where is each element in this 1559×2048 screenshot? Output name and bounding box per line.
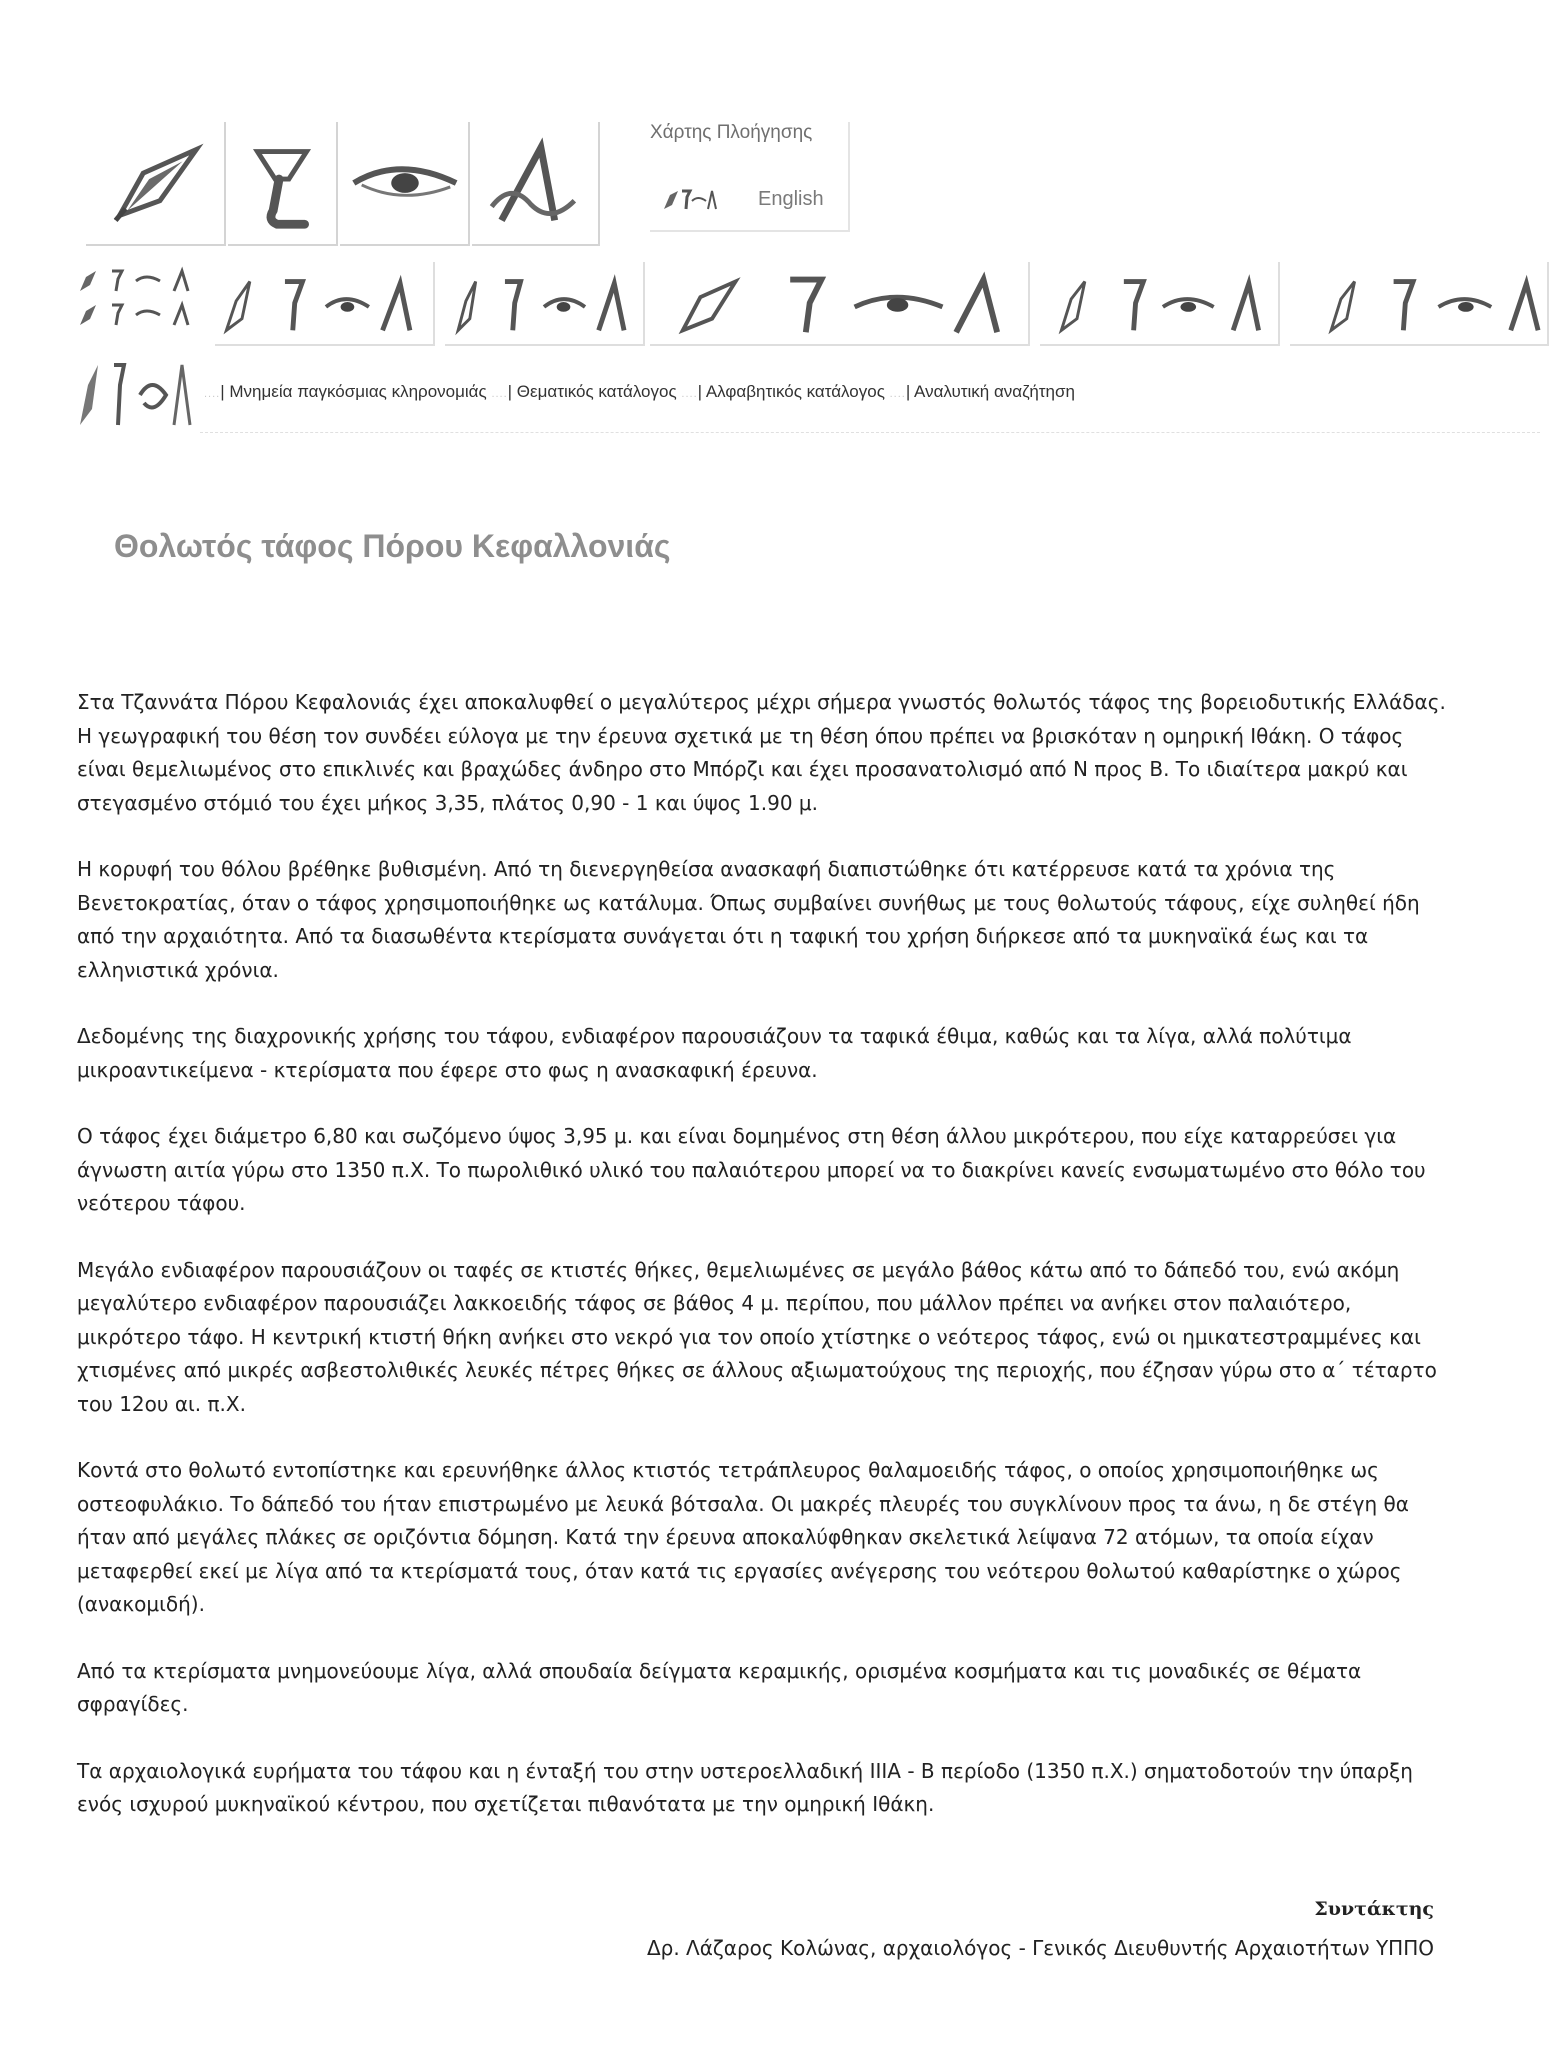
article-paragraph: Μεγάλο ενδιαφέρον παρουσιάζουν οι ταφές σε κτιστές θήκες, θεμελιωμένες σε μεγάλο βάθος κάτω από το δάπεδό του, ενώ ακόμη μεγαλύτερο ενδιαφέρον παρουσιάζει λακκοειδής τάφος σε βάθος 4 μ. περίπου, που μάλλον πρέπει να ανήκει στον παλαιότερο, μικρότερο τάφο. Η κεντρική κτιστή θήκη ανήκει στο νεκρό για τον οποίο χτίστηκε ο νεότερος τάφος, ενώ οι ημικατεστραμμένες και χτισμένες από μικρές ασβεστολιθικές λευκές πέτρες θήκες σε άλλους αξιωματούχους της περιοχής, που έζησαν γύρω στο α΄ τέταρτο του 12ου αι. π.Χ. xyxy=(77,1257,1437,1416)
language-logo-icon[interactable] xyxy=(660,185,718,213)
glyph-strip-3 xyxy=(650,262,1030,346)
menu-dots: .... xyxy=(491,388,508,400)
menu-dots: .... xyxy=(204,388,221,400)
glyph-strip-icons xyxy=(1290,262,1547,344)
menu-dots: .... xyxy=(889,388,906,400)
arrow-glyph-icon xyxy=(86,122,224,244)
article-paragraph: Η κορυφή του θόλου βρέθηκε βυθισμένη. Από τη διενεργηθείσα ανασκαφή διαπιστώθηκε ότι κατέρρευσε κατά τα χρόνια της Βενετοκρατίας, όταν ο τάφος χρησιμοποιήθηκε ως κατάλυμα. Όπως συμβαίνει συνήθως με τους θολωτούς τάφους, είχε συληθεί ήδη από την αρχαιότητα. Από τα διασωθέντα κτερίσματα συνάγεται ότι η ταφική του χρήση διήρκεσε από τα μυκηναϊκά έως και τα ελληνιστικά χρόνια. xyxy=(77,857,1420,982)
mini-logo-row-2 xyxy=(70,299,200,329)
mini-logo-row-1 xyxy=(70,265,200,295)
glyph-strip-4 xyxy=(1040,262,1280,346)
glyph-strip-1 xyxy=(215,262,435,346)
author-name: Δρ. Λάζαρος Κολώνας, αρχαιολόγος - Γενικός Διευθυντής Αρχαιοτήτων ΥΠΠΟ xyxy=(646,1936,1434,1960)
glyph-strip-icons xyxy=(1040,262,1278,344)
menu-item-world-heritage[interactable]: | Μνημεία παγκόσμιας κληρονομιάς xyxy=(220,382,487,401)
menu-item-thematic-catalog[interactable]: | Θεματικός κατάλογος xyxy=(507,382,677,401)
article-paragraph: Κοντά στο θολωτό εντοπίστηκε και ερευνήθηκε άλλος κτιστός τετράπλευρος θαλαμοειδής τάφος, ο οποίος χρησιμοποιήθηκε ως οστεοφυλάκιο. Το δάπεδό του ήταν επιστρωμένο με λευκά βότσαλα. Οι μακρές πλευρές του συγκλίνουν προς τα άνω, η δε στέγη θα ήταν από μεγάλες πλάκες σε οριζόντια δόμηση. Κατά την έρευνα αποκαλύφθηκαν σκελετικά λείψανα 72 ατόμων, τα οποία είχαν μεταφερθεί εκεί με λίγα από τα κτερίσματά τους, όταν κατά τις εργασίες ανέγερσης του νεότερου θολωτού καθαρίστηκε ο χώρος (ανακομιδή). xyxy=(77,1458,1409,1616)
menu-item-alphabetical-catalog[interactable]: | Αλφαβητικός κατάλογος xyxy=(697,382,885,401)
glyph-strip-icons xyxy=(445,262,643,344)
eye-glyph-icon xyxy=(340,122,468,244)
language-english-link[interactable]: English xyxy=(758,188,824,210)
article-paragraph: Ο τάφος έχει διάμετρο 6,80 και σωζόμενο ύψος 3,95 μ. και είναι δομημένος στη θέση άλλου μικρότερου, που είχε καταρρεύσει για άγνωστη αιτία γύρω στο 1350 π.Χ. Το πωρολιθικό υλικό του παλαιότερου μπορεί να το διακρίνει κανείς ενσωματωμένο στο θόλο του νεότερου τάφου. xyxy=(77,1124,1426,1215)
glyph-strip-2 xyxy=(445,262,645,346)
glyph-strip-5 xyxy=(1290,262,1549,346)
glyph-strip-icons xyxy=(215,262,433,344)
logo-eye-tile xyxy=(340,122,470,246)
mini-logo-grid xyxy=(70,265,200,445)
alpha-glyph-icon xyxy=(472,122,598,244)
glyph-strip-icons xyxy=(650,262,1028,344)
article-paragraph: Τα αρχαιολογικά ευρήματα του τάφου και η ένταξή του στην υστεροελλαδική ΙΙΙΑ - Β περίοδο (1350 π.Χ.) σηματοδοτούν την ύπαρξη ενός ισχυρού μυκηναϊκού κέντρου, που σχετίζεται πιθανότατα με την ομηρική Ιθάκη. xyxy=(77,1758,1413,1816)
article-paragraph: Δεδομένης της διαχρονικής χρήσης του τάφου, ενδιαφέρον παρουσιάζουν τα ταφικά έθιμα, καθώς και τα λίγα, αλλά πολύτιμα μικροαντικείμενα - κτερίσματα που έφερε στο φως η ανασκαφική έρευνα. xyxy=(77,1024,1352,1082)
menu-dots: .... xyxy=(681,388,698,400)
logo-hourglass-tile xyxy=(228,122,338,246)
article-paragraph: Από τα κτερίσματα μνημονεύουμε λίγα, αλλά σπουδαία δείγματα κεραμικής, ορισμένα κοσμήματα και τις μοναδικές σε θέματα σφραγίδες. xyxy=(77,1658,1362,1716)
menu-item-advanced-search[interactable]: | Αναλυτική αναζήτηση xyxy=(905,382,1075,401)
menu-divider xyxy=(200,432,1540,434)
article-paragraph: Στα Τζαννάτα Πόρου Κεφαλονιάς έχει αποκαλυφθεί ο μεγαλύτερος μέχρι σήμερα γνωστός θολωτός τάφος της βορειοδυτικής Ελλάδας. Η γεωγραφική του θέση τον συνδέει εύλογα με την έρευνα σχετικά με τη θέση όπου πρέπει να βρισκόταν η ομηρική Ιθάκη. Ο τάφος είναι θεμελιωμένος στο επικλινές και βραχώδες άνδηρο στο Μπόρζι και έχει προσανατολισμό από Ν προς Β. Το ιδιαίτερα μακρύ και στεγασμένο στόμιό του έχει μήκος 3,35, πλάτος 0,90 - 1 και ύψος 1.90 μ. xyxy=(77,690,1446,815)
logo-alpha-tile xyxy=(472,122,600,246)
author-heading: Συντάκτης xyxy=(1314,1898,1434,1920)
article-body xyxy=(77,686,1447,1855)
hourglass-glyph-icon xyxy=(228,122,336,244)
sitemap-link[interactable]: Χάρτης Πλοήγησης xyxy=(650,122,813,143)
mini-logo-row-3 xyxy=(70,345,200,445)
page-title: Θολωτός τάφος Πόρου Κεφαλλονιάς xyxy=(114,528,671,564)
main-menu xyxy=(204,382,1075,402)
logo-arrow-tile xyxy=(86,122,226,246)
